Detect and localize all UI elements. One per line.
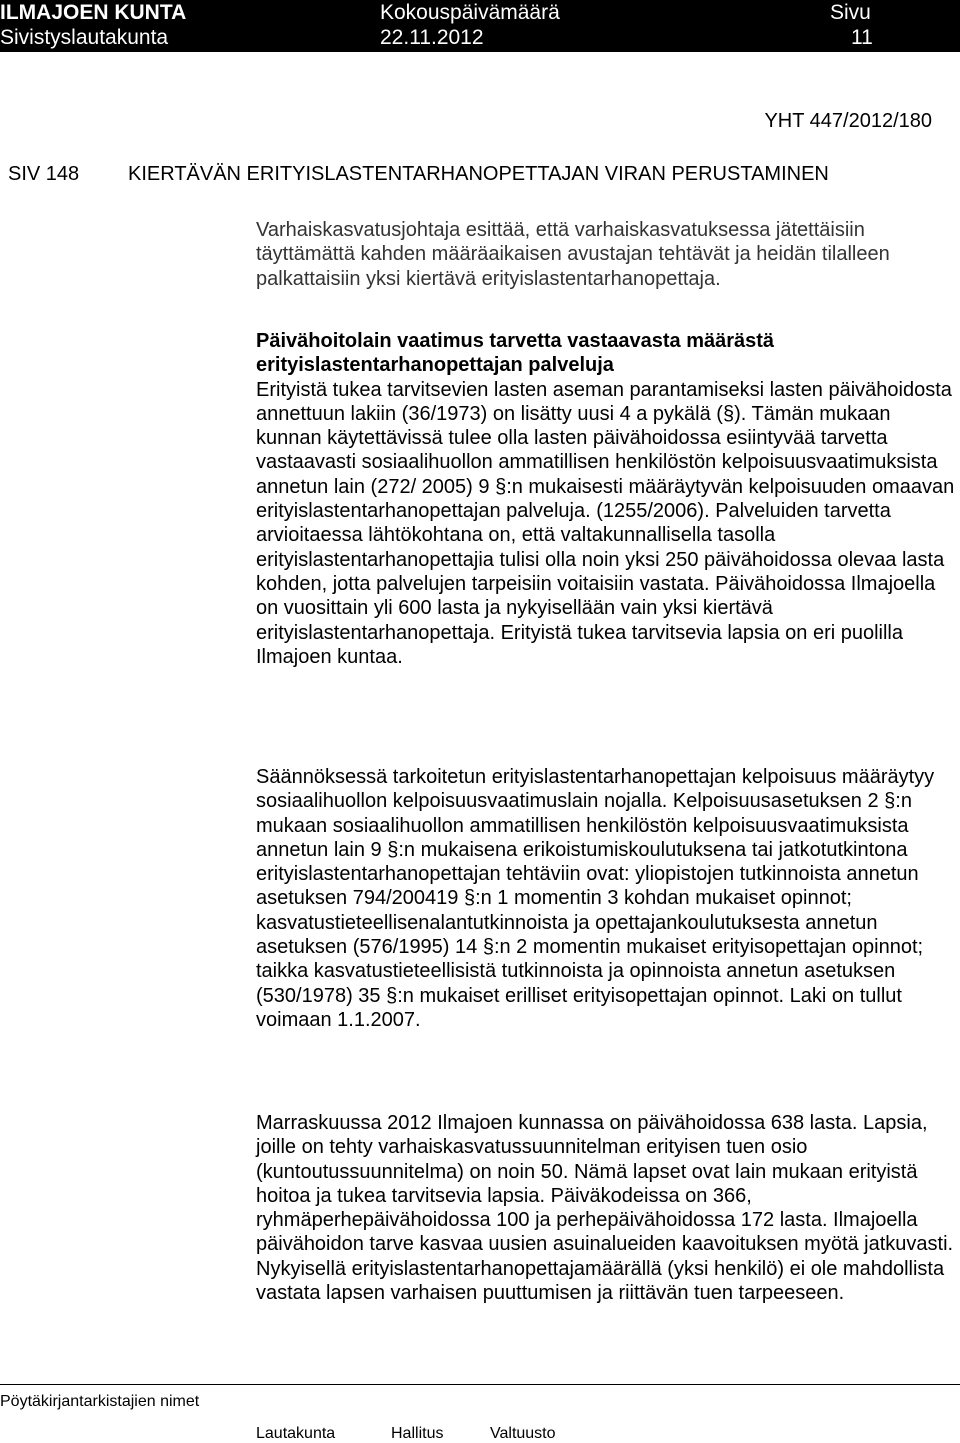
meeting-date: 22.11.2012 [380, 26, 484, 49]
qualification-block [256, 765, 956, 1032]
footer-item-hallitus: Hallitus [391, 1425, 444, 1442]
reviewers-label: Pöytäkirjantarkistajien nimet [0, 1393, 200, 1410]
statistics-block [256, 1111, 956, 1305]
law-block [256, 329, 956, 669]
section-number: SIV 148 [8, 163, 80, 185]
footer-item-valtuusto: Valtuusto [490, 1425, 556, 1442]
section-heading [8, 163, 829, 186]
section-title: KIERTÄVÄN ERITYISLASTENTARHANOPETTAJAN VIRAN PERUSTAMINEN [128, 163, 829, 185]
page-label: Sivu [830, 1, 871, 24]
board-name: Sivistyslautakunta [0, 26, 169, 49]
law-paragraph: Erityistä tukea tarvitsevien lasten aseman parantamiseksi lasten päivähoidosta annettuun lakiin (36/1973) on lisätty uusi 4 a pykälä (§). Tämän mukaan kunnan käytettävissä tulee olla lasten päivähoidossa esiintyvää tarvetta vastaavasti sosiaalihuollon ammatillisen henkilöstön kelpoisuusvaatimuksista annetun lain (272/ 2005) 9 §:n mukaisesti määräytyvän kelpoisuuden omaavan erityislastentarhanopettajan palveluja. (1255/2006). Palveluiden tarvetta arvioitaessa lähtökohtana on, että valtakunnallisella tasolla erityislastentarhanopettajia tulisi olla noin yksi 250 päivähoidossa olevaa lasta kohden, jotta palvelujen tarpeisiin voitaisiin vastata. Päivähoidossa Ilmajoella on vuosittain yli 600 lasta ja nykyisellään vain yksi kiertävä erityislastentarhanopettaja. Erityistä tukea tarvitsevia lapsia on eri puolilla Ilmajoen kuntaa. [256, 378, 955, 668]
statistics-paragraph: Marraskuussa 2012 Ilmajoen kunnassa on päivähoidossa 638 lasta. Lapsia, joille on tehty varhaiskasvatussuunnitelman erityisen tuen osio (kuntoutussuunnitelma) on noin 50. Nämä lapset ovat lain mukaan erityistä hoitoa ja tukea tarvitsevia lapsia. Päiväkodeissa on 366, ryhmäperhepäivähoidossa 100 ja perhepäivähoidossa 172 lasta. Ilmajoella päivähoidon tarve kasvaa uusien asuinalueiden kaavoituksen myötä jatkuvasti. Nykyisellä erityislastentarhanopettajamäärällä (yksi henkilö) ei ole mahdollista vastata lapsen varhaisen puuttumisen ja riittävän tuen tarpeeseen. [256, 1112, 954, 1305]
law-heading: Päivähoitolain vaatimus tarvetta vastaavasta määrästä erityislastentarhanopettajan palveluja [256, 330, 775, 377]
document-header [0, 0, 960, 52]
organization-name: ILMAJOEN KUNTA [0, 1, 187, 24]
page-number: 11 [851, 26, 873, 49]
document-reference: YHT 447/2012/180 [764, 110, 932, 132]
footer-item-lautakunta: Lautakunta [256, 1425, 336, 1442]
document-footer [0, 1384, 960, 1443]
intro-block [256, 218, 956, 291]
qualification-paragraph: Säännöksessä tarkoitetun erityislastentarhanopettajan kelpoisuus määräytyy sosiaalihuollon kelpoisuusvaatimuslain nojalla. Kelpoisuusasetuksen 2 §:n mukaan sosiaalihuollon ammatillisen henkilöstön kelpoisuusvaatimuksista annetun lain 9 §:n mukaisena erikoistumiskoulutuksena tai jatkotutkintona erityislastentarhanopettajan tehtäviin ovat: yliopistojen tutkinnoista annetun asetuksen 794/200419 §:n 1 momentin 3 kohdan mukaiset opinnot; kasvatustieteellisenalantutkinnoista ja opettajankoulutuksesta annetun asetuksen (576/1995) 14 §:n 2 momentin mukaiset erityisopettajan opinnot; taikka kasvatustieteellisistä tutkinnoista ja opinnoista annetun asetuksen (530/1978) 35 §:n mukaiset erilliset erityisopettajan opinnot. Laki on tullut voimaan 1.1.2007. [256, 766, 935, 1031]
intro-paragraph: Varhaiskasvatusjohtaja esittää, että varhaiskasvatuksessa jätettäisiin täyttämättä kahden määräaikaisen avustajan tehtävät ja heidän tilalleen palkattaisiin yksi kiertävä erityislastentarhanopettaja. [256, 219, 890, 290]
meeting-date-label: Kokouspäivämäärä [380, 1, 560, 24]
